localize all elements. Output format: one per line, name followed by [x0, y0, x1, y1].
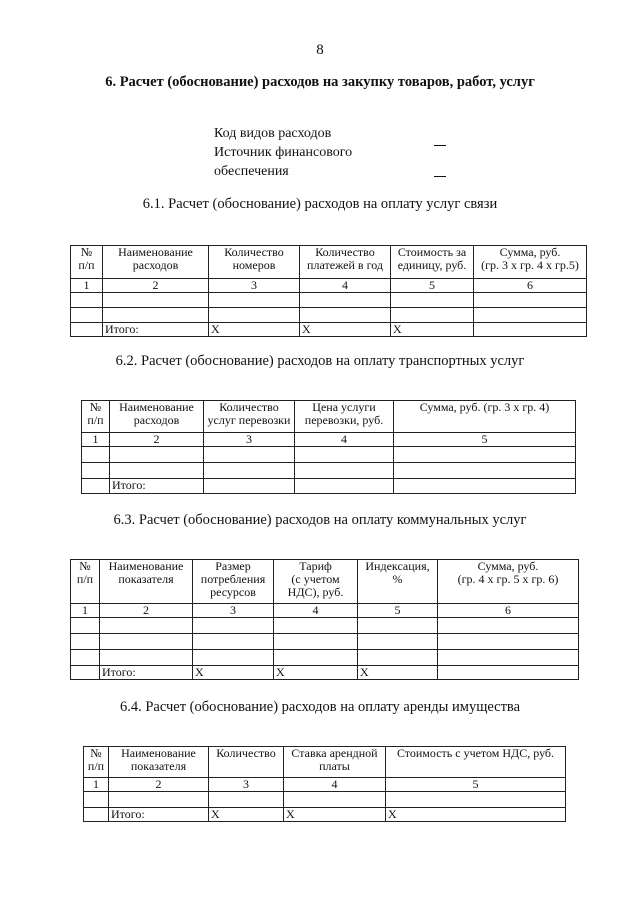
table-row — [71, 634, 579, 650]
header-cell: Количество платежей в год — [300, 246, 391, 279]
header-cell: Сумма, руб. (гр. 4 х гр. 5 х гр. 6) — [438, 560, 579, 604]
header-cell: Наименование расходов — [110, 401, 204, 433]
column-number: 2 — [110, 433, 204, 447]
page-title: 6. Расчет (обоснование) расходов на закупку товаров, работ, услуг — [105, 74, 535, 90]
header-cell: Цена услуги перевозки, руб. — [295, 401, 394, 433]
table-header-row — [84, 747, 566, 778]
column-number: 4 — [295, 433, 394, 447]
total-label: Итого: — [109, 808, 209, 822]
section-title-6-4: 6.4. Расчет (обоснование) расходов на оплату аренды имущества — [119, 699, 521, 715]
table-header-row — [71, 560, 579, 604]
column-number: 2 — [109, 778, 209, 792]
header-cell: № п/п — [71, 560, 100, 604]
x-mark: X — [209, 323, 300, 337]
section-title-6-2: 6.2. Расчет (обоснование) расходов на оплату транспортных услуг — [115, 353, 525, 369]
header-cell: № п/п — [84, 747, 109, 778]
x-mark: X — [284, 808, 386, 822]
header-cell: Индексация, % — [358, 560, 438, 604]
x-mark: X — [300, 323, 391, 337]
total-row — [84, 808, 566, 822]
table-row — [71, 650, 579, 666]
column-number: 1 — [82, 433, 110, 447]
x-mark: X — [193, 666, 274, 680]
column-number: 1 — [71, 279, 103, 293]
total-label: Итого: — [100, 666, 193, 680]
table-row — [82, 447, 576, 463]
column-number: 3 — [193, 604, 274, 618]
column-number: 6 — [474, 279, 587, 293]
column-number: 4 — [284, 778, 386, 792]
table-6-3 — [70, 559, 579, 680]
total-row — [71, 323, 587, 337]
column-number: 2 — [100, 604, 193, 618]
column-number: 6 — [438, 604, 579, 618]
x-mark: X — [391, 323, 474, 337]
table-header-row — [82, 401, 576, 433]
section-title-6-1: 6.1. Расчет (обоснование) расходов на оплату услуг связи — [142, 196, 498, 212]
header-cell: Наименование расходов — [103, 246, 209, 279]
x-mark: X — [386, 808, 566, 822]
table-header-row — [71, 246, 587, 279]
column-number: 2 — [103, 279, 209, 293]
header-cell: Количество услуг перевозки — [204, 401, 295, 433]
column-number-row — [82, 433, 576, 447]
header-cell: Сумма, руб. (гр. 3 х гр. 4) — [394, 401, 576, 433]
column-number: 1 — [71, 604, 100, 618]
column-number: 5 — [391, 279, 474, 293]
page-number: 8 — [316, 42, 324, 58]
table-6-1 — [70, 245, 587, 337]
column-number: 3 — [204, 433, 295, 447]
x-mark: X — [274, 666, 358, 680]
table-6-2 — [81, 400, 576, 494]
column-number: 3 — [209, 279, 300, 293]
column-number: 4 — [300, 279, 391, 293]
header-cell: № п/п — [71, 246, 103, 279]
x-mark: X — [358, 666, 438, 680]
header-cell: Тариф (с учетом НДС), руб. — [274, 560, 358, 604]
section-title-6-3: 6.3. Расчет (обоснование) расходов на оплату коммунальных услуг — [113, 512, 527, 528]
funding-source-label-line2: обеспечения — [214, 164, 289, 179]
table-row — [84, 792, 566, 808]
table-row — [71, 618, 579, 634]
total-row — [71, 666, 579, 680]
funding-source-blank — [434, 176, 446, 177]
header-cell: Сумма, руб. (гр. 3 х гр. 4 х гр.5) — [474, 246, 587, 279]
expense-code-label: Код видов расходов — [214, 126, 332, 141]
column-number: 5 — [394, 433, 576, 447]
column-number-row — [71, 279, 587, 293]
x-mark: X — [209, 808, 284, 822]
column-number: 4 — [274, 604, 358, 618]
column-number: 5 — [386, 778, 566, 792]
total-label: Итого: — [110, 479, 204, 494]
table-row — [82, 463, 576, 479]
total-row — [82, 479, 576, 494]
header-cell: Стоимость с учетом НДС, руб. — [386, 747, 566, 778]
header-cell: Количество номеров — [209, 246, 300, 279]
column-number: 1 — [84, 778, 109, 792]
total-label: Итого: — [103, 323, 209, 337]
table-6-4 — [83, 746, 566, 822]
column-number-row — [71, 604, 579, 618]
meta-block — [214, 124, 352, 181]
table-row — [71, 293, 587, 308]
column-number: 3 — [209, 778, 284, 792]
column-number-row — [84, 778, 566, 792]
header-cell: Размер потребления ресурсов — [193, 560, 274, 604]
header-cell: Наименование показателя — [100, 560, 193, 604]
header-cell: Стоимость за единицу, руб. — [391, 246, 474, 279]
header-cell: Наименование показателя — [109, 747, 209, 778]
header-cell: Ставка арендной платы — [284, 747, 386, 778]
funding-source-label-line1: Источник финансового — [214, 145, 353, 160]
table-row — [71, 308, 587, 323]
expense-code-blank — [434, 145, 446, 146]
header-cell: Количество — [209, 747, 284, 778]
header-cell: № п/п — [82, 401, 110, 433]
column-number: 5 — [358, 604, 438, 618]
